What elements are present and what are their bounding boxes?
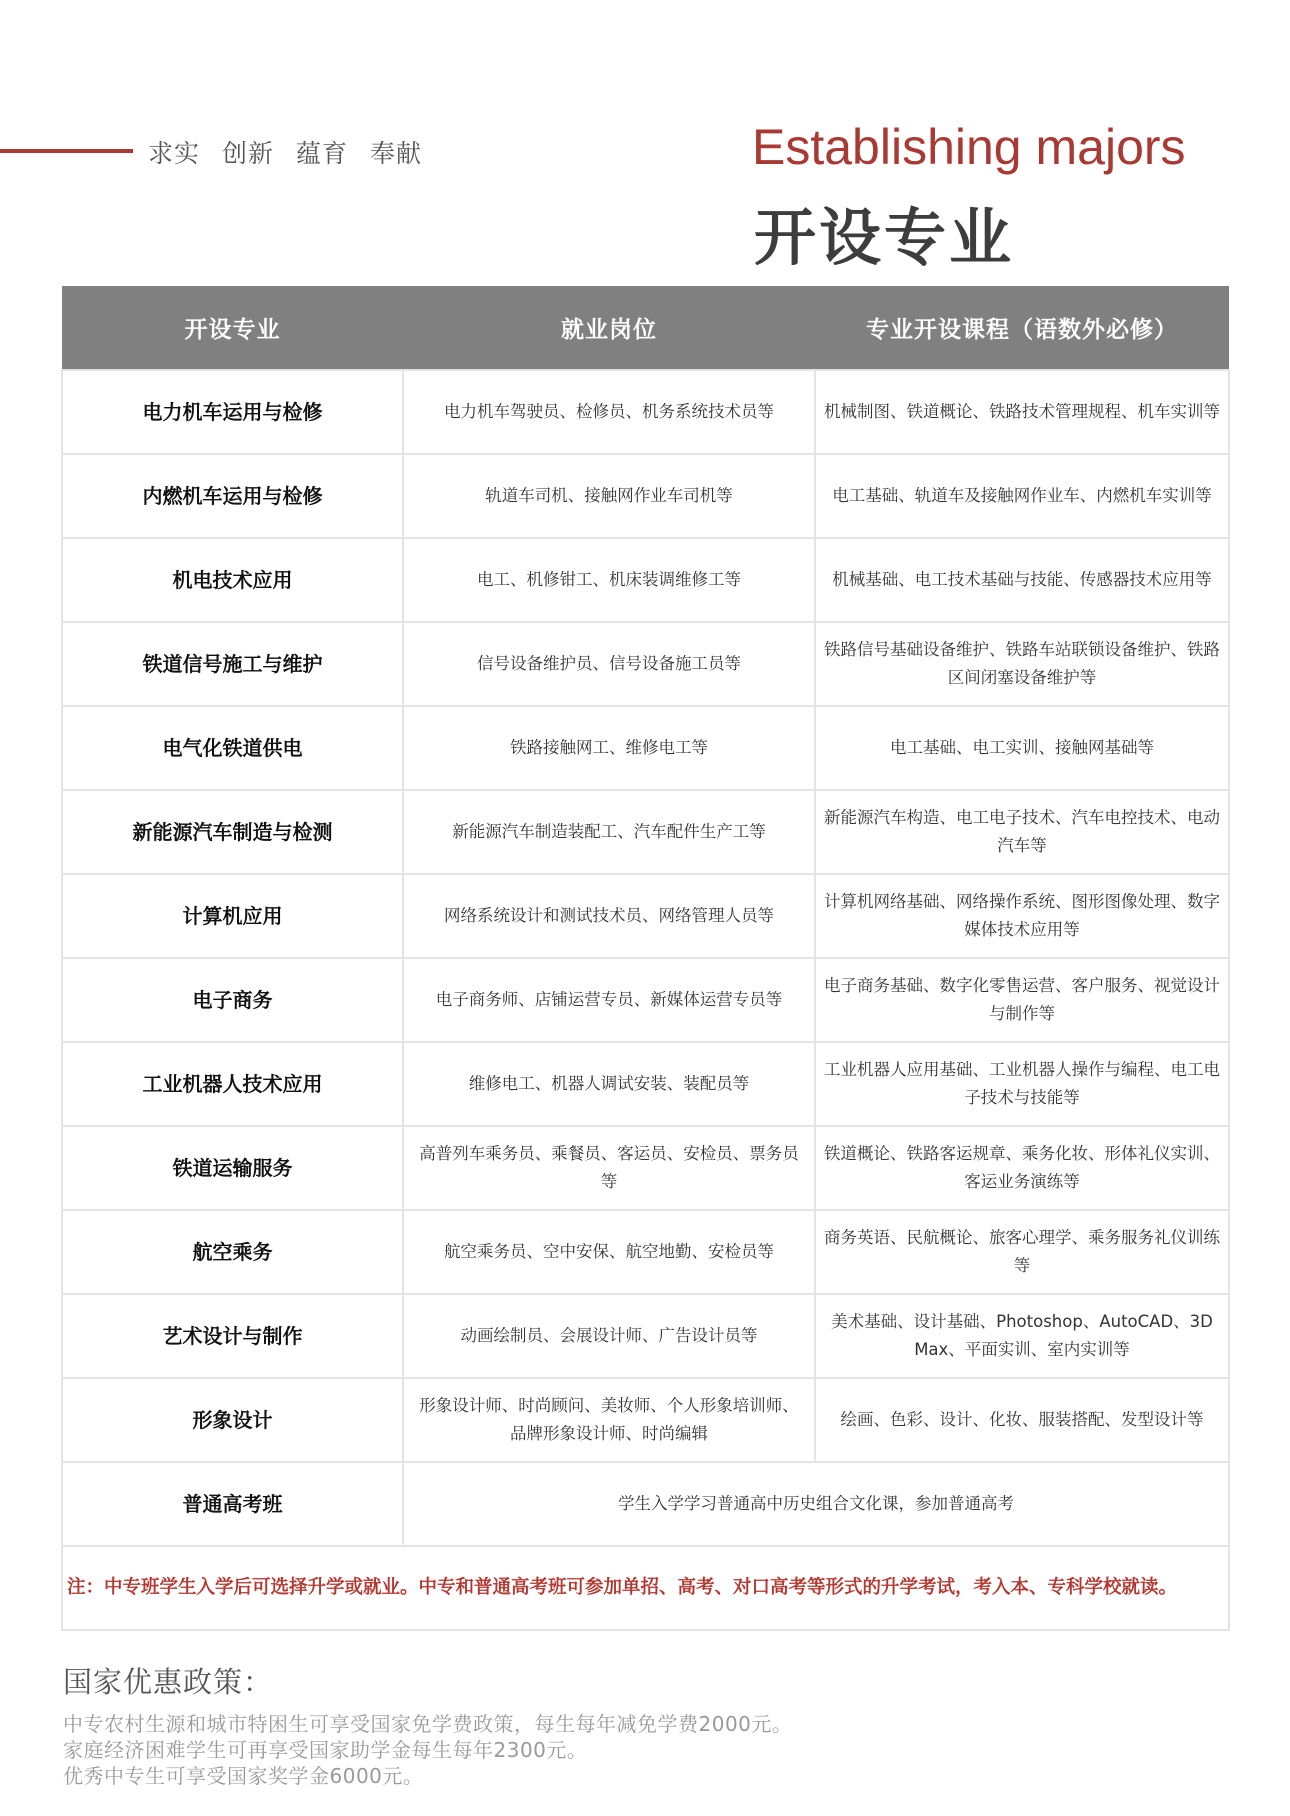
major-cell: 计算机应用 (62, 874, 403, 958)
jobs-cell: 电工、机修钳工、机床装调维修工等 (403, 538, 815, 622)
jobs-cell: 维修电工、机器人调试安装、装配员等 (403, 1042, 815, 1126)
table-row (62, 538, 1229, 622)
courses-cell: 机械基础、电工技术基础与技能、传感器技术应用等 (815, 538, 1229, 622)
major-cell: 机电技术应用 (62, 538, 403, 622)
description-cell: 学生入学学习普通高中历史组合文化课，参加普通高考 (403, 1462, 1229, 1546)
major-cell: 新能源汽车制造与检测 (62, 790, 403, 874)
major-cell: 形象设计 (62, 1378, 403, 1462)
table-header-row (62, 286, 1229, 370)
courses-cell: 铁道概论、铁路客运规章、乘务化妆、形体礼仪实训、客运业务演练等 (815, 1126, 1229, 1210)
table-row (62, 622, 1229, 706)
jobs-cell: 轨道车司机、接触网作业车司机等 (403, 454, 815, 538)
courses-cell: 绘画、色彩、设计、化妆、服装搭配、发型设计等 (815, 1378, 1229, 1462)
table-row (62, 1378, 1229, 1462)
major-cell: 工业机器人技术应用 (62, 1042, 403, 1126)
jobs-cell: 新能源汽车制造装配工、汽车配件生产工等 (403, 790, 815, 874)
major-cell: 普通高考班 (62, 1462, 403, 1546)
jobs-cell: 电子商务师、店铺运营专员、新媒体运营专员等 (403, 958, 815, 1042)
jobs-cell: 高普列车乘务员、乘餐员、客运员、安检员、票务员等 (403, 1126, 815, 1210)
courses-cell: 电工基础、电工实训、接触网基础等 (815, 706, 1229, 790)
courses-cell: 电子商务基础、数字化零售运营、客户服务、视觉设计与制作等 (815, 958, 1229, 1042)
page-title-english: Establishing majors (752, 119, 1186, 175)
major-cell: 电子商务 (62, 958, 403, 1042)
courses-cell: 计算机网络基础、网络操作系统、图形图像处理、数字媒体技术应用等 (815, 874, 1229, 958)
table-row (62, 874, 1229, 958)
slogan-word: 蕴育 (296, 139, 349, 168)
table-row (62, 790, 1229, 874)
courses-cell: 工业机器人应用基础、工业机器人操作与编程、电工电子技术与技能等 (815, 1042, 1229, 1126)
jobs-cell: 信号设备维护员、信号设备施工员等 (403, 622, 815, 706)
policy-section (63, 1660, 792, 1789)
policy-line: 家庭经济困难学生可再享受国家助学金每生每年2300元。 (63, 1738, 588, 1762)
page-title: 开设专业 (754, 201, 1015, 274)
table-row (62, 1210, 1229, 1294)
table-note: 注：中专班学生入学后可选择升学或就业。中专和普通高考班可参加单招、高考、对口高考等形式的升学考试，考入本、专科学校就读。 (62, 1546, 1229, 1630)
jobs-cell: 动画绘制员、会展设计师、广告设计员等 (403, 1294, 815, 1378)
slogan-word: 创新 (222, 139, 275, 168)
slogan-word: 奉献 (370, 139, 423, 168)
major-cell: 航空乘务 (62, 1210, 403, 1294)
jobs-cell: 航空乘务员、空中安保、航空地勤、安检员等 (403, 1210, 815, 1294)
column-header-courses: 专业开设课程（语数外必修） (815, 286, 1229, 370)
policy-line: 优秀中专生可享受国家奖学金6000元。 (63, 1764, 424, 1788)
table-row (62, 1294, 1229, 1378)
table-row (62, 958, 1229, 1042)
major-cell: 电力机车运用与检修 (62, 370, 403, 454)
major-cell: 电气化铁道供电 (62, 706, 403, 790)
jobs-cell: 形象设计师、时尚顾问、美妆师、个人形象培训师、品牌形象设计师、时尚编辑 (403, 1378, 815, 1462)
majors-table (61, 286, 1228, 1631)
major-cell: 铁道信号施工与维护 (62, 622, 403, 706)
major-cell: 艺术设计与制作 (62, 1294, 403, 1378)
note-row (62, 1546, 1229, 1630)
slogan-word: 求实 (148, 139, 201, 168)
table-row (62, 370, 1229, 454)
table-row (62, 454, 1229, 538)
courses-cell: 美术基础、设计基础、Photoshop、AutoCAD、3D Max、平面实训、室内实训等 (815, 1294, 1229, 1378)
decorative-line (0, 149, 133, 153)
jobs-cell: 电力机车驾驶员、检修员、机务系统技术员等 (403, 370, 815, 454)
table-row (62, 706, 1229, 790)
column-header-major: 开设专业 (62, 286, 403, 370)
table-row (62, 1462, 1229, 1546)
courses-cell: 铁路信号基础设备维护、铁路车站联锁设备维护、铁路区间闭塞设备维护等 (815, 622, 1229, 706)
major-cell: 铁道运输服务 (62, 1126, 403, 1210)
courses-cell: 新能源汽车构造、电工电子技术、汽车电控技术、电动汽车等 (815, 790, 1229, 874)
jobs-cell: 网络系统设计和测试技术员、网络管理人员等 (403, 874, 815, 958)
courses-cell: 机械制图、铁道概论、铁路技术管理规程、机车实训等 (815, 370, 1229, 454)
policy-title: 国家优惠政策： (63, 1665, 274, 1699)
column-header-jobs: 就业岗位 (403, 286, 815, 370)
slogan (148, 134, 444, 170)
major-cell: 内燃机车运用与检修 (62, 454, 403, 538)
table-row (62, 1042, 1229, 1126)
policy-line: 中专农村生源和城市特困生可享受国家免学费政策，每生每年减免学费2000元。 (63, 1712, 793, 1736)
courses-cell: 商务英语、民航概论、旅客心理学、乘务服务礼仪训练等 (815, 1210, 1229, 1294)
courses-cell: 电工基础、轨道车及接触网作业车、内燃机车实训等 (815, 454, 1229, 538)
table-row (62, 1126, 1229, 1210)
jobs-cell: 铁路接触网工、维修电工等 (403, 706, 815, 790)
